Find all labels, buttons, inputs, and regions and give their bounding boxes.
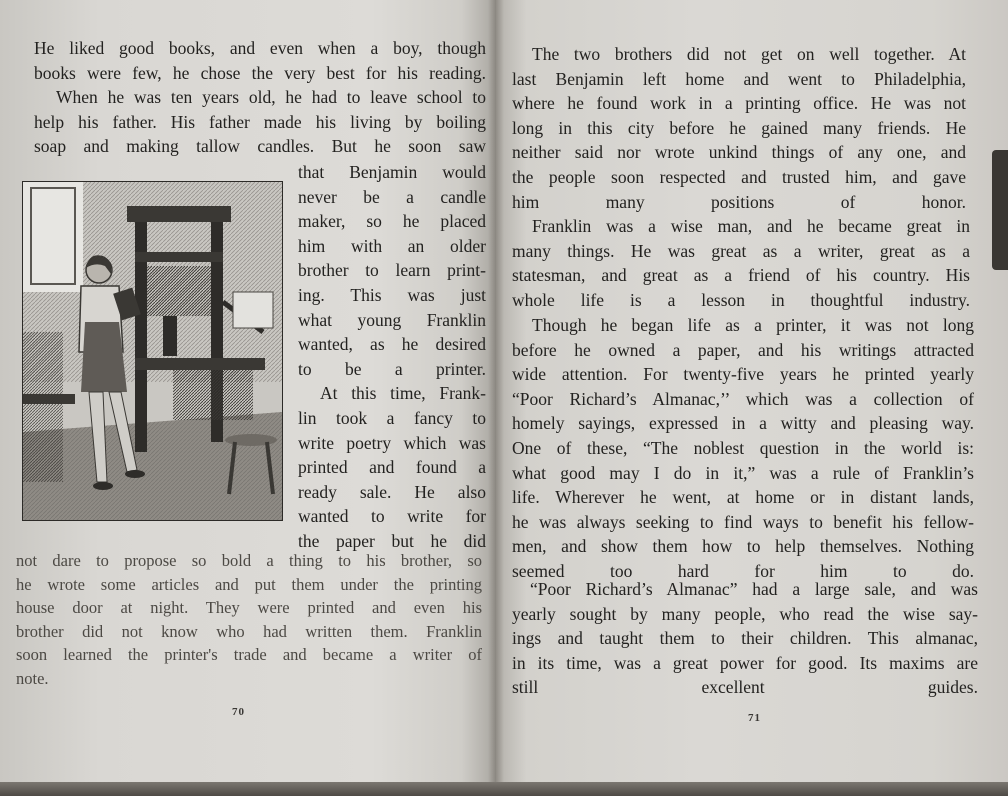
text-line: whole life is a lesson in thoughtful industry.	[512, 289, 970, 310]
text-line: to be a printer.	[298, 358, 486, 379]
text-line: ings and taught them to their children. This almanac,	[512, 628, 978, 649]
text-line: that Benjamin would	[298, 162, 486, 182]
text-line: where he found work in a printing office. He was not	[512, 93, 966, 114]
text-line: still excellent guides.	[512, 677, 978, 698]
text-line: wanted, as he desired	[298, 334, 486, 355]
text-line: write poetry which was	[298, 432, 486, 453]
right-page	[496, 0, 1008, 786]
text-line: statesman, and great as a friend of his country. His	[512, 265, 970, 286]
text-line: help his father. His father made his living by boiling	[34, 111, 486, 132]
text-line: brother to learn print-	[298, 260, 486, 281]
text-line: last Benjamin left home and went to Philadelphia,	[512, 68, 966, 89]
left-bottom-paragraph	[16, 549, 482, 691]
text-line: One of these, “The noblest question in the world is:	[512, 437, 974, 458]
text-line: He liked good books, and even when a boy, though	[34, 38, 486, 58]
right-paragraph-4	[512, 577, 978, 700]
right-paragraph-2	[512, 214, 970, 312]
book-gutter	[488, 0, 504, 786]
text-line: he was always seeking to find ways to benefit his fellow-	[512, 511, 974, 532]
page-edge-shadow	[992, 150, 1008, 270]
left-page	[0, 0, 496, 786]
text-line: never be a candle	[298, 186, 486, 207]
text-line: not dare to propose so bold a thing to his brother, so	[16, 551, 482, 570]
text-line: in its time, was a great power for good. Its maxims are	[512, 652, 978, 673]
text-line: brother did not know who had written them. Franklin	[16, 621, 482, 641]
text-line: note.	[16, 668, 49, 688]
text-line: At this time, Frank-	[320, 383, 486, 404]
text-line: ing. This was just	[298, 284, 486, 305]
text-line: neither said nor wrote unkind things of any one, and	[512, 142, 966, 163]
text-line: him many positions of honor.	[512, 191, 966, 212]
text-line: him with an older	[298, 235, 486, 256]
text-line: homely sayings, expressed in a witty and pleasing way.	[512, 413, 974, 434]
text-line: ready sale. He also	[298, 481, 486, 502]
text-line: he wrote some articles and put them under the printing	[16, 574, 482, 594]
text-line: soon learned the printer's trade and became a writer of	[16, 645, 482, 665]
text-line: printed and found a	[298, 457, 486, 478]
page-number-left: 70	[232, 706, 245, 718]
text-line: the people soon respected and trusted him, and gave	[512, 166, 966, 187]
printing-press-icon	[23, 182, 282, 520]
text-line: “Poor Richard’s Almanac,’’ which was a collection of	[512, 388, 974, 409]
text-line: Though he began life as a printer, it was not long	[532, 315, 974, 335]
text-line: books were few, he chose the very best for his reading.	[34, 62, 486, 83]
left-top-paragraph	[34, 36, 486, 159]
text-line: lin took a fancy to	[298, 407, 486, 428]
text-line: wanted to write for	[298, 506, 486, 527]
text-line: wide attention. For twenty-five years he printed yearly	[512, 364, 974, 385]
printing-press-illustration	[22, 181, 283, 521]
text-line: seemed too hard for him to do.	[512, 560, 974, 581]
left-side-paragraph	[298, 160, 486, 554]
text-line: soap and making tallow candles. But he soon saw	[34, 136, 486, 157]
text-line: long in this city before he gained many friends. He	[512, 117, 966, 138]
text-line: When he was ten years old, he had to leave school to	[56, 87, 486, 108]
page-number-right: 71	[748, 712, 761, 724]
text-line: The two brothers did not get on well together. At	[532, 44, 966, 64]
text-line: the paper but he did	[298, 530, 486, 551]
book-bottom-edge	[0, 782, 1008, 796]
text-line: yearly sought by many people, who read the wise say-	[512, 603, 978, 624]
text-line: men, and show them how to help themselves. Nothing	[512, 536, 974, 557]
text-line: maker, so he placed	[298, 211, 486, 232]
text-line: what young Franklin	[298, 309, 486, 330]
text-line: many things. He was great as a writer, great as a	[512, 240, 970, 261]
right-paragraph-3	[512, 313, 974, 584]
right-paragraph-1	[512, 42, 966, 214]
text-line: Franklin was a wise man, and he became great in	[532, 216, 970, 236]
text-line: before he owned a paper, and his writings attracted	[512, 339, 974, 360]
text-line: life. Wherever he went, at home or in distant lands,	[512, 487, 974, 508]
text-line: “Poor Richard’s Almanac” had a large sale, and was	[530, 579, 978, 599]
text-line: what good may I do in it,” was a rule of Franklin’s	[512, 462, 974, 483]
text-line: house door at night. They were printed and even his	[16, 598, 482, 618]
